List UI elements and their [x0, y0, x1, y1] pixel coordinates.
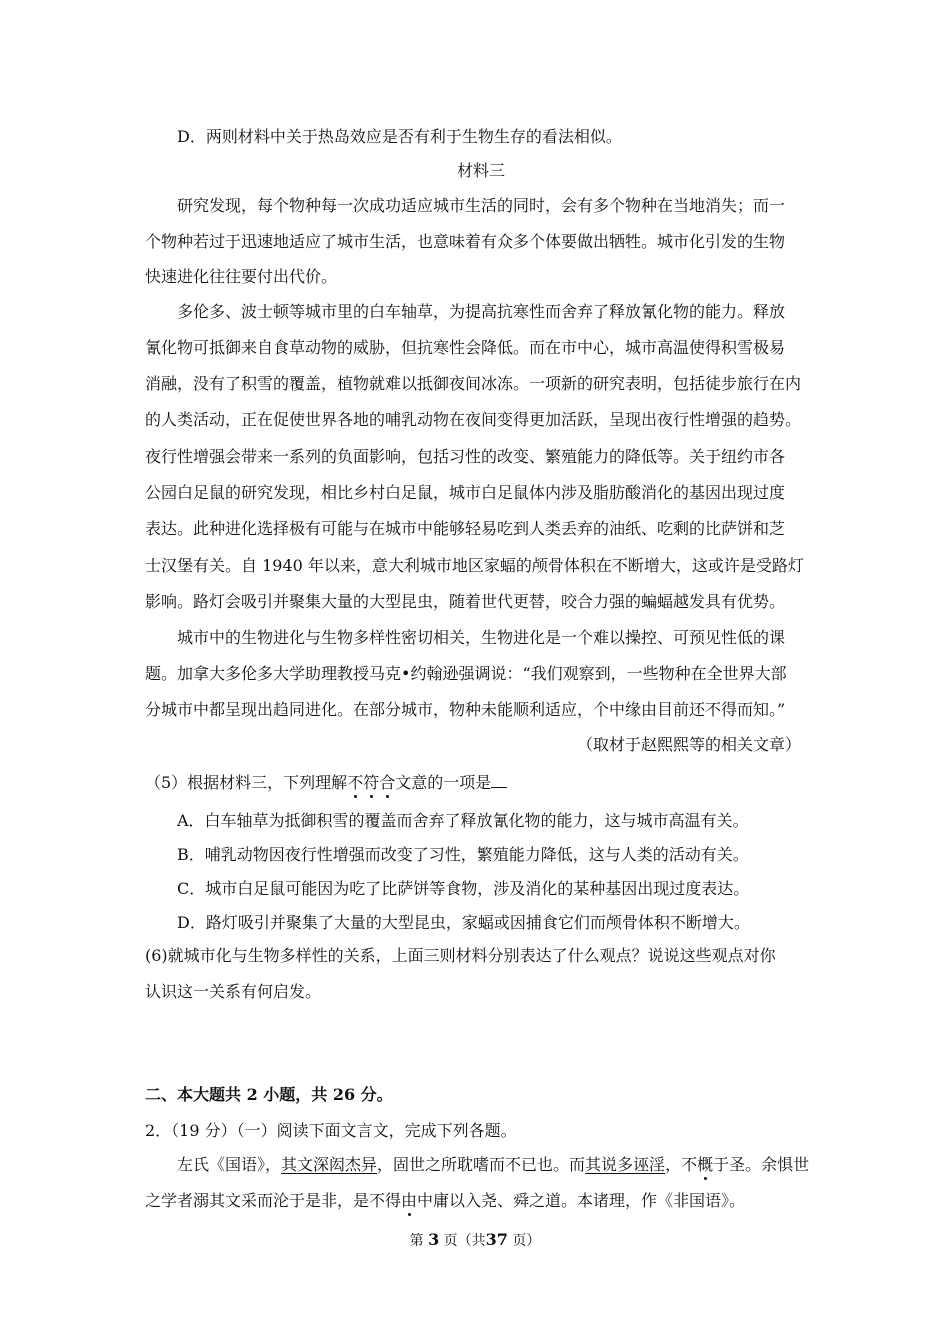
paragraph-line: 表达。此种进化选择极有可能与在城市中能够轻易吃到人类丢弃的油纸、吃剩的比萨饼和芝	[145, 519, 786, 538]
paragraph-line: 分城市中都呈现出趋同进化。在部分城市，物种未能顺利适应，个中缘由目前还不得而知。”	[145, 700, 786, 719]
text-segment: 左氏《国语》，	[177, 1155, 282, 1174]
paragraph-line: 题。加拿大多伦多大学助理教授马克•约翰逊强调说：“我们观察到，一些物种在全世界大部	[145, 664, 787, 683]
dotted-char: 概	[697, 1155, 714, 1174]
underlined-phrase: 其说多诬淫	[585, 1155, 666, 1174]
question-2-intro: 2．（19 分）（一）阅读下面文言文，完成下列各题。	[145, 1121, 517, 1140]
page-number: 3	[428, 1230, 440, 1249]
paragraph-line: 影响。路灯会吸引并聚集大量的大型昆虫，随着世代更替，咬合力强的蝙蝠越发具有优势。	[145, 592, 786, 611]
question-6: (6)就城市化与生物多样性的关系，上面三则材料分别表达了什么观点？说说这些观点对你	[145, 946, 776, 965]
text-segment: 中庸以入尧、舜之道。本诸理，作《非国语》。	[417, 1191, 746, 1210]
classical-text-line	[177, 1155, 809, 1175]
q5-suffix: 文意的一项是	[395, 773, 492, 792]
option-c: C．城市白足鼠可能因为吃了比萨饼等食物，涉及消化的某种基因出现过度表达。	[177, 879, 750, 898]
section-title-material-3: 材料三	[457, 161, 506, 180]
question-6-cont: 认识这一关系有何启发。	[145, 982, 322, 1001]
option-b: B．哺乳动物因夜行性增强而改变了习性，繁殖能力降低，这与人类的活动有关。	[177, 845, 749, 864]
dotted-char: 符	[363, 773, 380, 792]
paragraph-line: 的人类活动，正在促使世界各地的哺乳动物在夜间变得更加活跃，呈现出夜行性增强的趋势。	[145, 410, 802, 429]
paragraph-line: 城市中的生物进化与生物多样性密切相关，生物进化是一个难以操控、可预见性低的课	[177, 628, 786, 647]
option-d-prev: D．两则材料中关于热岛效应是否有利于生物生存的看法相似。	[177, 127, 622, 146]
question-5	[145, 771, 507, 793]
total-pages: 37	[485, 1230, 508, 1249]
q5-prefix: （5）根据材料三，下列理解	[145, 773, 348, 792]
paragraph-line: 快速进化往往要付出代价。	[145, 267, 338, 286]
option-a: A．白车轴草为抵御积雪的覆盖而舍弃了释放氰化物的能力，这与城市高温有关。	[177, 811, 749, 830]
footer-mid: 页（共	[443, 1233, 486, 1249]
text-segment: 之学者溺其文采而沦于是非，是不得	[145, 1191, 402, 1210]
answer-blank	[491, 771, 507, 788]
paragraph-line: 多伦多、波士顿等城市里的白车轴草，为提高抗寒性而舍弃了释放氰化物的能力。释放	[177, 302, 786, 321]
classical-text-line	[145, 1191, 745, 1211]
source-citation: （取材于赵熙熙等的相关文章）	[577, 735, 802, 754]
paragraph-line: 氰化物可抵御来自食草动物的威胁，但抗寒性会降低。而在市中心，城市高温使得积雪极易	[145, 338, 786, 357]
text-segment: ，固世之所耽嗜而不已也。而	[377, 1155, 586, 1174]
dotted-char: 不	[347, 773, 364, 792]
footer-pre: 第	[409, 1233, 424, 1249]
footer-post: 页）	[512, 1233, 541, 1249]
paragraph-line: 个物种若过于迅速地适应了城市生活，也意味着有众多个体要做出牺牲。城市化引发的生物	[145, 232, 786, 251]
section-2-heading: 二、本大题共 2 小题，共 26 分。	[145, 1085, 393, 1104]
paragraph-line: 夜行性增强会带来一系列的负面影响，包括习性的改变、繁殖能力的降低等。关于纽约市各	[145, 447, 786, 466]
page-footer	[0, 1230, 950, 1250]
paragraph-line: 公园白足鼠的研究发现，相比乡村白足鼠，城市白足鼠体内涉及脂肪酸消化的基因出现过度	[145, 483, 786, 502]
text-segment: ，不	[665, 1155, 698, 1174]
paragraph-line: 消融，没有了积雪的覆盖，植物就难以抵御夜间冰冻。一项新的研究表明，包括徒步旅行在内	[145, 374, 802, 393]
option-d: D．路灯吸引并聚集了大量的大型昆虫，家蝠或因捕食它们而颅骨体积不断增大。	[177, 913, 750, 932]
dotted-char: 合	[379, 773, 396, 792]
dotted-char: 由	[401, 1191, 418, 1210]
underlined-phrase: 其文深闳杰异	[281, 1155, 378, 1174]
paragraph-line: 研究发现，每个物种每一次成功适应城市生活的同时，会有多个物种在当地消失；而一	[177, 196, 786, 215]
paragraph-line: 士汉堡有关。自 1940 年以来，意大利城市地区家蝠的颅骨体积在不断增大，这或许是受路灯	[145, 556, 804, 575]
text-segment: 于圣。余惧世	[713, 1155, 810, 1174]
